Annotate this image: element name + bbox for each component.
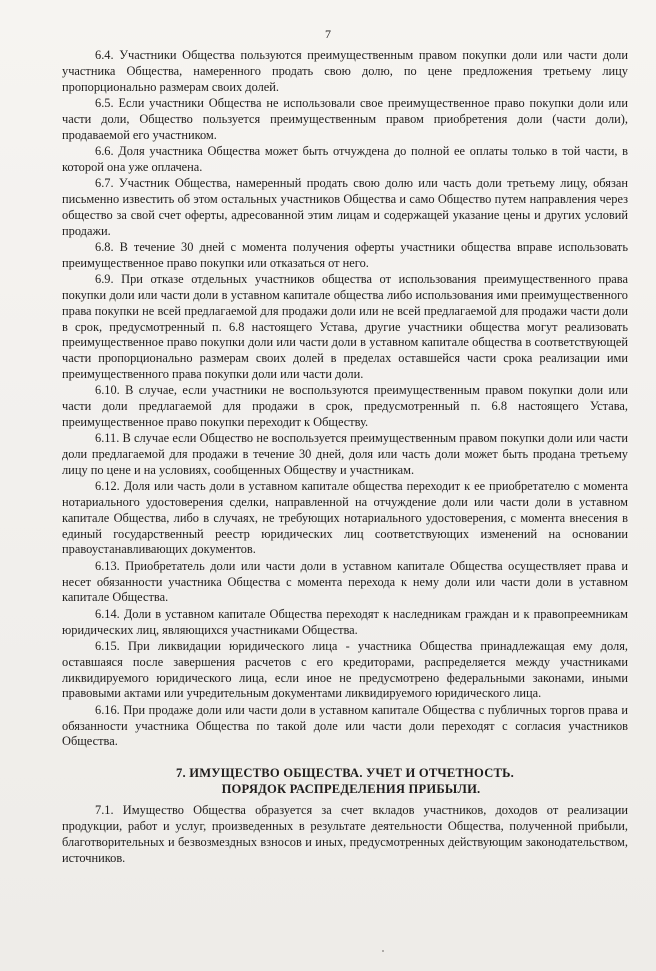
clause-6-7: 6.7. Участник Общества, намеренный продать свою долю или часть доли третьему лицу, обязан письменно известить об этом остальных участников Общества и само Общество путем направления через общество за свой счет оферты, адресованной этим лицам и содержащей указание цены и других условий продажи. (62, 176, 628, 238)
clause-6-14: 6.14. Доли в уставном капитале Общества переходят к наследникам граждан и к правопреемникам юридических лиц, являющихся участниками Общества. (62, 606, 628, 637)
scan-speck (382, 950, 384, 952)
clause-6-13: 6.13. Приобретатель доли или части доли в уставном капитале Общества осуществляет права и несет обязанности участника Общества с момента перехода к нему доли или части доли в уставном капитале Общества. (62, 558, 628, 605)
section-heading-line-1: 7. ИМУЩЕСТВО ОБЩЕСТВА. УЧЕТ И ОТЧЕТНОСТЬ. (176, 766, 514, 781)
document-body (62, 48, 628, 867)
section-heading-line-2: ПОРЯДОК РАСПРЕДЕЛЕНИЯ ПРИБЫЛИ. (221, 782, 481, 797)
clause-6-12: 6.12. Доля или часть доли в уставном капитале общества переходит к ее приобретателю с момента нотариального удостоверения сделки, направленной на отчуждение доли или части доли в уставном капитале Общества, либо в случаях, не требующих нотариального удостоверения, с момента внесения в единый государственный реестр юридических лиц соответствующих изменений на основании правоустанавливающих документов. (62, 479, 628, 557)
clause-6-8: 6.8. В течение 30 дней с момента получения оферты участники общества вправе использовать преимущественное право покупки или отказаться от него. (62, 239, 628, 270)
clause-7-1: 7.1. Имущество Общества образуется за счет вкладов участников, доходов от реализации продукции, работ и услуг, произведенных в результате деятельности Общества, полученной прибыли, благотворительных и безвозмездных взносов и иных, предусмотренных действующим законодательством, источников. (62, 803, 628, 865)
clause-6-9: 6.9. При отказе отдельных участников общества от использования преимущественного права покупки доли или части доли в уставном капитале общества либо использования ими преимущественного права покупки не всей предлагаемой для продажи доли или не всей предлагаемой для продажи части доли в срок, предусмотренный п. 6.8 настоящего Устава, другие участники общества могут реализовать преимущественное право покупки доли или части доли в уставном капитале общества в соответствующей части пропорционально размерам своих долей в пределах оставшейся части срока реализации ими преимущественного права покупки доли или части доли. (62, 272, 628, 381)
clause-6-4: 6.4. Участники Общества пользуются преимущественным правом покупки доли или части доли участника Общества, намеренного продать свою долю, по цене предложения третьему лицу пропорционально размерам своих долей. (62, 48, 628, 94)
section-heading (62, 765, 628, 797)
page-number: 7 (325, 27, 331, 41)
clause-6-5: 6.5. Если участники Общества не использовали свое преимущественное право покупки доли или части доли, Общество пользуется преимущественным правом приобретения доли (части доли), продаваемой его участником. (62, 95, 628, 142)
clause-6-16: 6.16. При продаже доли или части доли в уставном капитале Общества с публичных торгов права и обязанности участника Общества по такой доле или части доли переходят с согласия участников Общества. (62, 702, 628, 749)
clause-6-10: 6.10. В случае, если участники не воспользуются преимущественным правом покупки доли или части доли предлагаемой для продажи в срок, предусмотренный п. 6.8 настоящего Устава, преимущественное право покупки переходит к Обществу. (62, 383, 628, 429)
clause-6-15: 6.15. При ликвидации юридического лица - участника Общества принадлежащая ему доля, оставшаяся после завершения расчетов с его кредиторами, распределяется между участниками ликвидируемого юридического лица, если иное не предусмотрено федеральными законами, иными правовыми актами или учредительным документами ликвидируемого юридического лица. (62, 639, 628, 701)
clause-6-11: 6.11. В случае если Общество не воспользуется преимущественным правом покупки доли или части доли предлагаемой для продажи в течение 30 дней, доля или часть доли может быть продана третьему лицу по цене и на условиях, сообщенных Обществу и участникам. (62, 431, 628, 477)
clause-6-6: 6.6. Доля участника Общества может быть отчуждена до полной ее оплаты только в той части, в которой она уже оплачена. (62, 143, 628, 174)
